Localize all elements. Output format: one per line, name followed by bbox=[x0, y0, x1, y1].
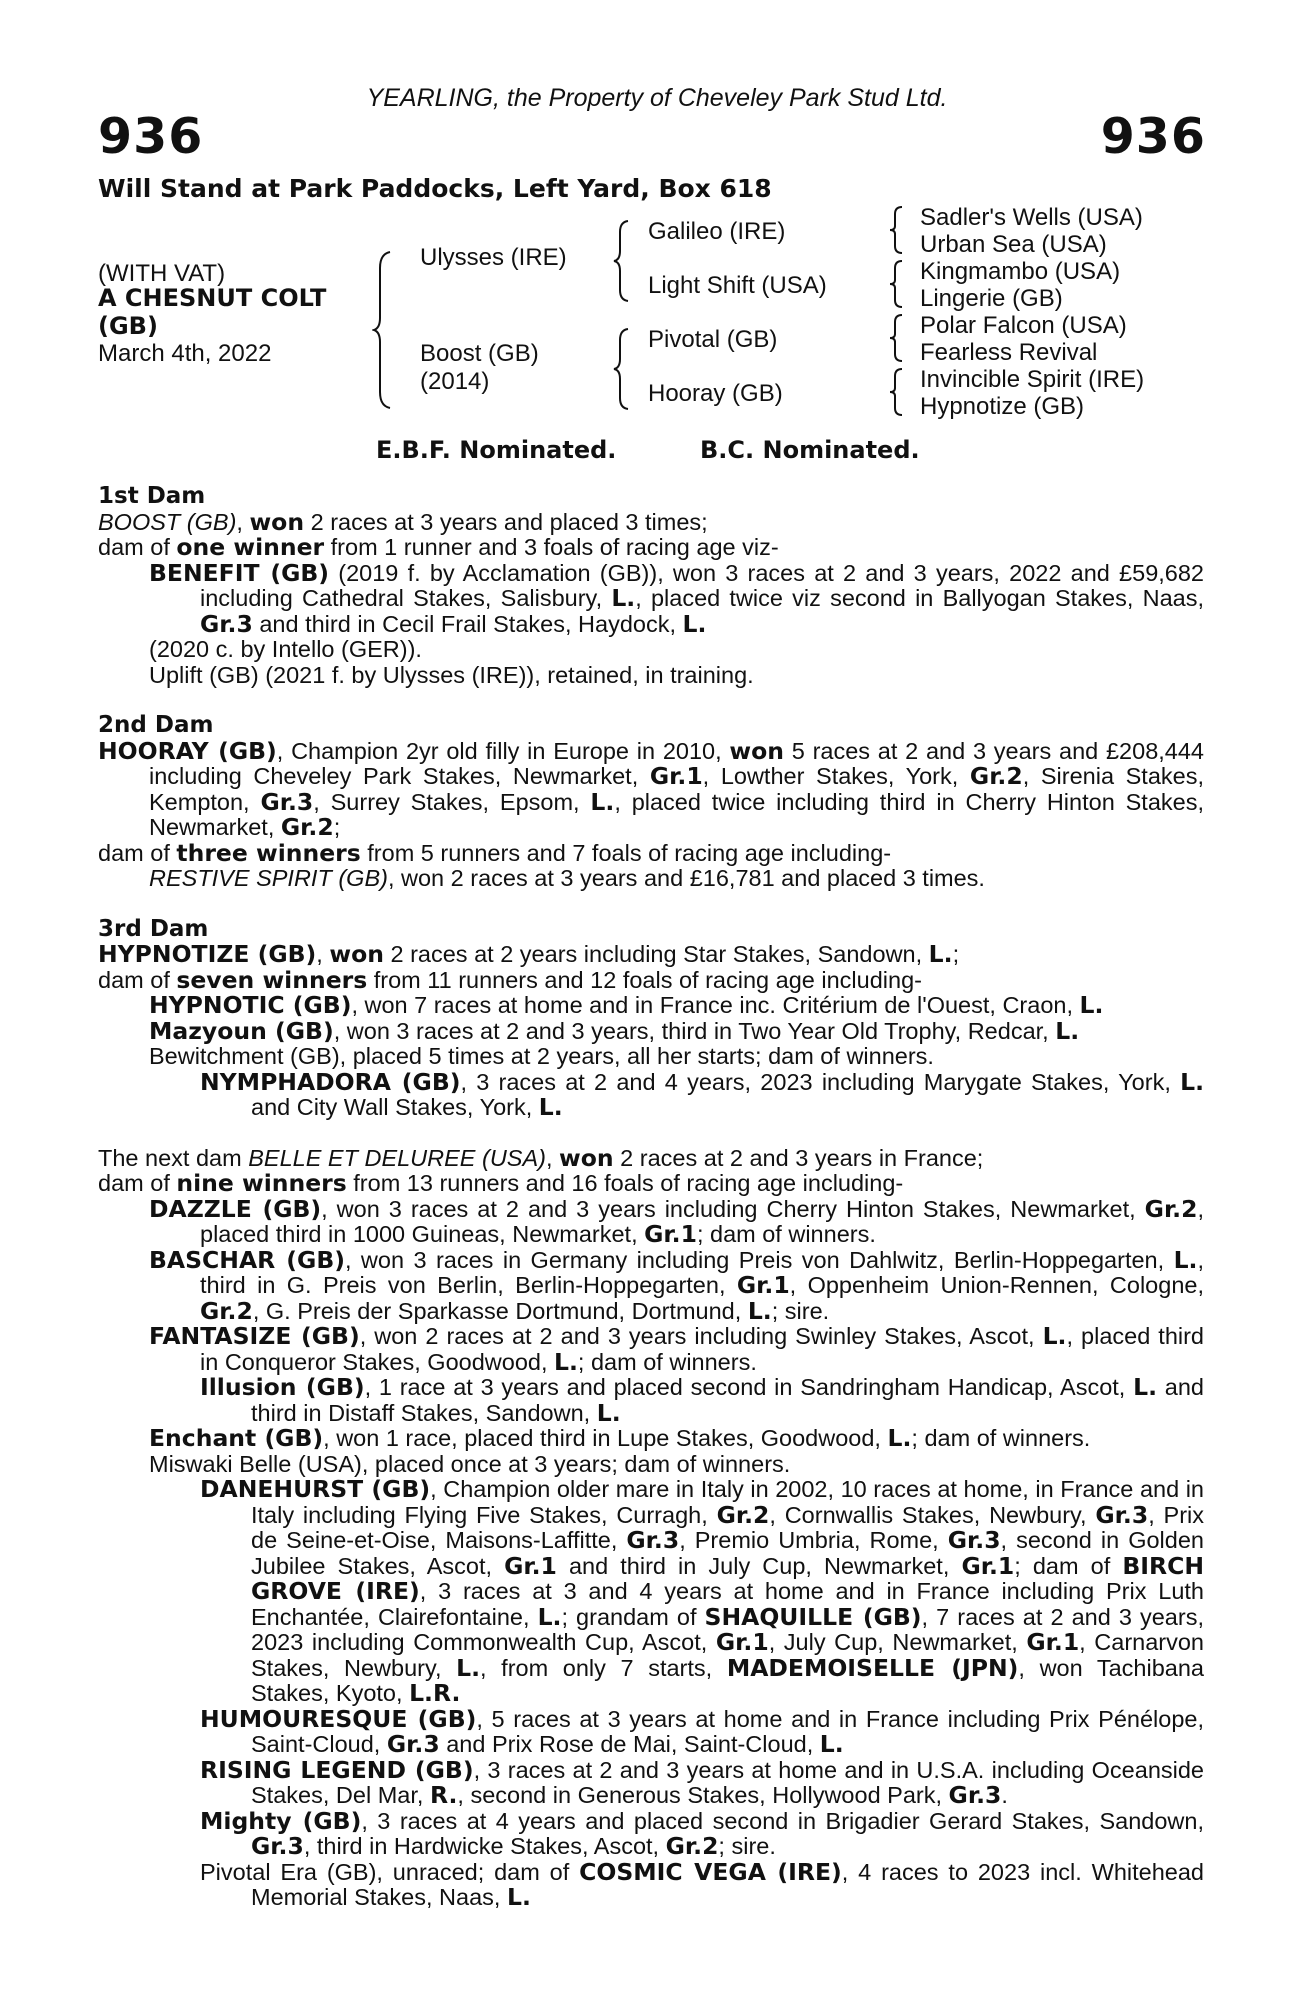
produce-entry: BENEFIT (GB) (2019 f. by Acclamation (GB)), won 3 races at 2 and 3 years, 2022 and £59,682 including Cathedral Stakes, Salisbury, L., placed twice viz second in Ballyogan Stakes, Naas, Gr.3 and third in Cecil Frail Stakes, Haydock, L. bbox=[149, 558, 1204, 638]
dam-line: HOORAY (GB), Champion 2yr old filly in Europe in 2010, won 5 races at 2 and 3 years and £208,444 including Cheveley Park Stakes, Newmarket, Gr.1, Lowther Stakes, York, Gr.2, Sirenia Stakes, Kempton, Gr.3, Surrey Stakes, Epsom, L., placed twice including third in Cherry Hinton Stakes, Newmarket, Gr.2; bbox=[98, 736, 1204, 841]
produce-entry: Mazyoun (GB), won 3 races at 2 and 3 years, third in Two Year Old Trophy, Redcar, L. bbox=[149, 1016, 1080, 1045]
great-grandparent-7: Invincible Spirit (IRE) bbox=[920, 366, 1145, 393]
lot-number-right: 936 bbox=[1100, 108, 1206, 165]
sire-sire: Galileo (IRE) bbox=[648, 218, 786, 245]
produce-entry: RISING LEGEND (GB), 3 races at 2 and 3 years at home and in U.S.A. including Oceanside Stakes, Del Mar, R., second in Generous Stakes, Hollywood Park, Gr.3. bbox=[200, 1755, 1204, 1809]
produce-entry: HUMOURESQUE (GB), 5 races at 3 years at home and in France including Prix Pénélope, Saint-Cloud, Gr.3 and Prix Rose de Mai, Saint-Cloud, L. bbox=[200, 1704, 1204, 1758]
brace-g2 bbox=[888, 258, 906, 310]
produce-entry: Miswaki Belle (USA), placed once at 3 years; dam of winners. bbox=[149, 1450, 791, 1477]
brace-g1 bbox=[888, 204, 906, 256]
sire-dam: Light Shift (USA) bbox=[648, 272, 827, 299]
produce-entry: HYPNOTIC (GB), won 7 races at home and in France inc. Critérium de l'Ouest, Craon, L. bbox=[149, 991, 1104, 1019]
dam-produce-summary: dam of three winners from 5 runners and 7 foals of racing age including- bbox=[98, 838, 892, 867]
bc-nomination: B.C. Nominated. bbox=[700, 436, 920, 464]
dam-name: Boost (GB) bbox=[420, 340, 539, 367]
horse-name: A CHESNUT COLT bbox=[98, 284, 327, 312]
produce-entry: Enchant (GB), won 1 race, placed third in Lupe Stakes, Goodwood, L.; dam of winners. bbox=[149, 1424, 1091, 1452]
produce-entry: Uplift (GB) (2021 f. by Ulysses (IRE)), retained, in training. bbox=[149, 661, 754, 688]
dam-dam: Hooray (GB) bbox=[648, 380, 783, 407]
dam-year: (2014) bbox=[420, 368, 490, 395]
first-dam-section bbox=[98, 484, 1204, 688]
produce-entry: Pivotal Era (GB), unraced; dam of COSMIC VEGA (IRE), 4 races to 2023 incl. Whitehead Memorial Stakes, Naas, L. bbox=[200, 1857, 1204, 1911]
great-grandparent-2: Urban Sea (USA) bbox=[920, 231, 1107, 258]
vat-note: (WITH VAT) bbox=[98, 260, 226, 287]
produce-entry: Illusion (GB), 1 race at 3 years and placed second in Sandringham Handicap, Ascot, L. and third in Distaff Stakes, Sandown, L. bbox=[200, 1373, 1204, 1427]
dam-sire: Pivotal (GB) bbox=[648, 326, 778, 353]
stand-location: Will Stand at Park Paddocks, Left Yard, Box 618 bbox=[98, 174, 772, 203]
great-grandparent-6: Fearless Revival bbox=[920, 339, 1098, 366]
third-dam-section bbox=[98, 917, 1204, 1121]
great-grandparent-5: Polar Falcon (USA) bbox=[920, 312, 1127, 339]
great-grandparent-8: Hypnotize (GB) bbox=[920, 393, 1085, 420]
great-grandparent-1: Sadler's Wells (USA) bbox=[920, 204, 1143, 231]
brace-generation-1 bbox=[372, 248, 396, 412]
produce-entry: BASCHAR (GB), won 3 races in Germany including Preis von Dahlwitz, Berlin-Hoppegarten, L., third in G. Preis von Berlin, Berlin-Hoppegarten, Gr.1, Oppenheim Union-Rennen, Cologne, Gr.2, G. Preis der Sparkasse Dortmund, Dortmund, L.; sire. bbox=[149, 1245, 1204, 1325]
sire-name: Ulysses (IRE) bbox=[420, 244, 567, 271]
dam-line: HYPNOTIZE (GB), won 2 races at 2 years including Star Stakes, Sandown, L.; bbox=[98, 940, 960, 968]
horse-name-country: (GB) bbox=[98, 312, 158, 340]
section-heading: 1st Dam bbox=[98, 483, 206, 509]
produce-entry: DANEHURST (GB), Champion older mare in Italy in 2002, 10 races at home, in France and in Italy including Flying Five Stakes, Curragh, Gr.2, Cornwallis Stakes, Newbury, Gr.3, Prix de Seine-et-Oise, Maisons-Laffitte, Gr.3, Premio Umbria, Rome, Gr.3, second in Golden Jubilee Stakes, Ascot, Gr.1 and third in July Cup, Newmarket, Gr.1; dam of BIRCH GROVE (IRE), 3 races at 3 and 4 years at home and in France including Prix Luth Enchantée, Clairefontaine, L.; grandam of SHAQUILLE (GB), 7 races at 2 and 3 years, 2023 including Commonwealth Cup, Ascot, Gr.1, July Cup, Newmarket, Gr.1, Carnarvon Stakes, Newbury, L., from only 7 starts, MADEMOISELLE (JPN), won Tachibana Stakes, Kyoto, L.R. bbox=[200, 1475, 1205, 1707]
brace-sire bbox=[612, 218, 632, 304]
brace-g3 bbox=[888, 312, 906, 364]
dam-produce-summary: dam of nine winners from 13 runners and 16 foals of racing age including- bbox=[98, 1169, 904, 1197]
section-heading: 3rd Dam bbox=[98, 915, 209, 942]
dam-produce-summary: dam of one winner from 1 runner and 3 foals of racing age viz- bbox=[98, 533, 779, 561]
page-header: YEARLING, the Property of Cheveley Park Stud Ltd. bbox=[366, 84, 948, 112]
brace-g4 bbox=[888, 366, 906, 418]
section-heading: 2nd Dam bbox=[98, 712, 214, 738]
produce-entry: Bewitchment (GB), placed 5 times at 2 years, all her starts; dam of winners. bbox=[149, 1043, 934, 1069]
produce-entry: FANTASIZE (GB), won 2 races at 2 and 3 years including Swinley Stakes, Ascot, L., placed third in Conqueror Stakes, Goodwood, L.; dam of winners. bbox=[149, 1322, 1205, 1376]
dam-produce-summary: dam of seven winners from 11 runners and 12 foals of racing age including- bbox=[98, 965, 922, 994]
second-dam-section bbox=[98, 713, 1204, 892]
produce-entry: (2020 c. by Intello (GER)). bbox=[149, 636, 422, 662]
produce-entry: NYMPHADORA (GB), 3 races at 2 and 4 years, 2023 including Marygate Stakes, York, L. and City Wall Stakes, York, L. bbox=[200, 1067, 1204, 1121]
produce-entry: DAZZLE (GB), won 3 races at 2 and 3 years including Cherry Hinton Stakes, Newmarket, Gr.2, placed third in 1000 Guineas, Newmarket, Gr.1; dam of winners. bbox=[149, 1194, 1204, 1248]
great-grandparent-4: Lingerie (GB) bbox=[920, 285, 1063, 312]
catalogue-body bbox=[98, 484, 1204, 1936]
lot-number-left: 936 bbox=[98, 108, 204, 165]
dam-line: BOOST (GB), won 2 races at 3 years and placed 3 times; bbox=[98, 507, 708, 536]
foaling-date: March 4th, 2022 bbox=[98, 340, 272, 367]
produce-entry: RESTIVE SPIRIT (GB), won 2 races at 3 years and £16,781 and placed 3 times. bbox=[149, 865, 985, 891]
produce-entry: Mighty (GB), 3 races at 4 years and placed second in Brigadier Gerard Stakes, Sandown, Gr.3, third in Hardwicke Stakes, Ascot, Gr.2; sire. bbox=[200, 1806, 1204, 1860]
ebf-nomination: E.B.F. Nominated. bbox=[376, 436, 617, 464]
next-dam-section bbox=[98, 1143, 1205, 1911]
dam-line: The next dam BELLE ET DELUREE (USA), won 2 races at 2 and 3 years in France; bbox=[98, 1143, 984, 1172]
great-grandparent-3: Kingmambo (USA) bbox=[920, 258, 1121, 285]
brace-dam bbox=[612, 326, 632, 412]
